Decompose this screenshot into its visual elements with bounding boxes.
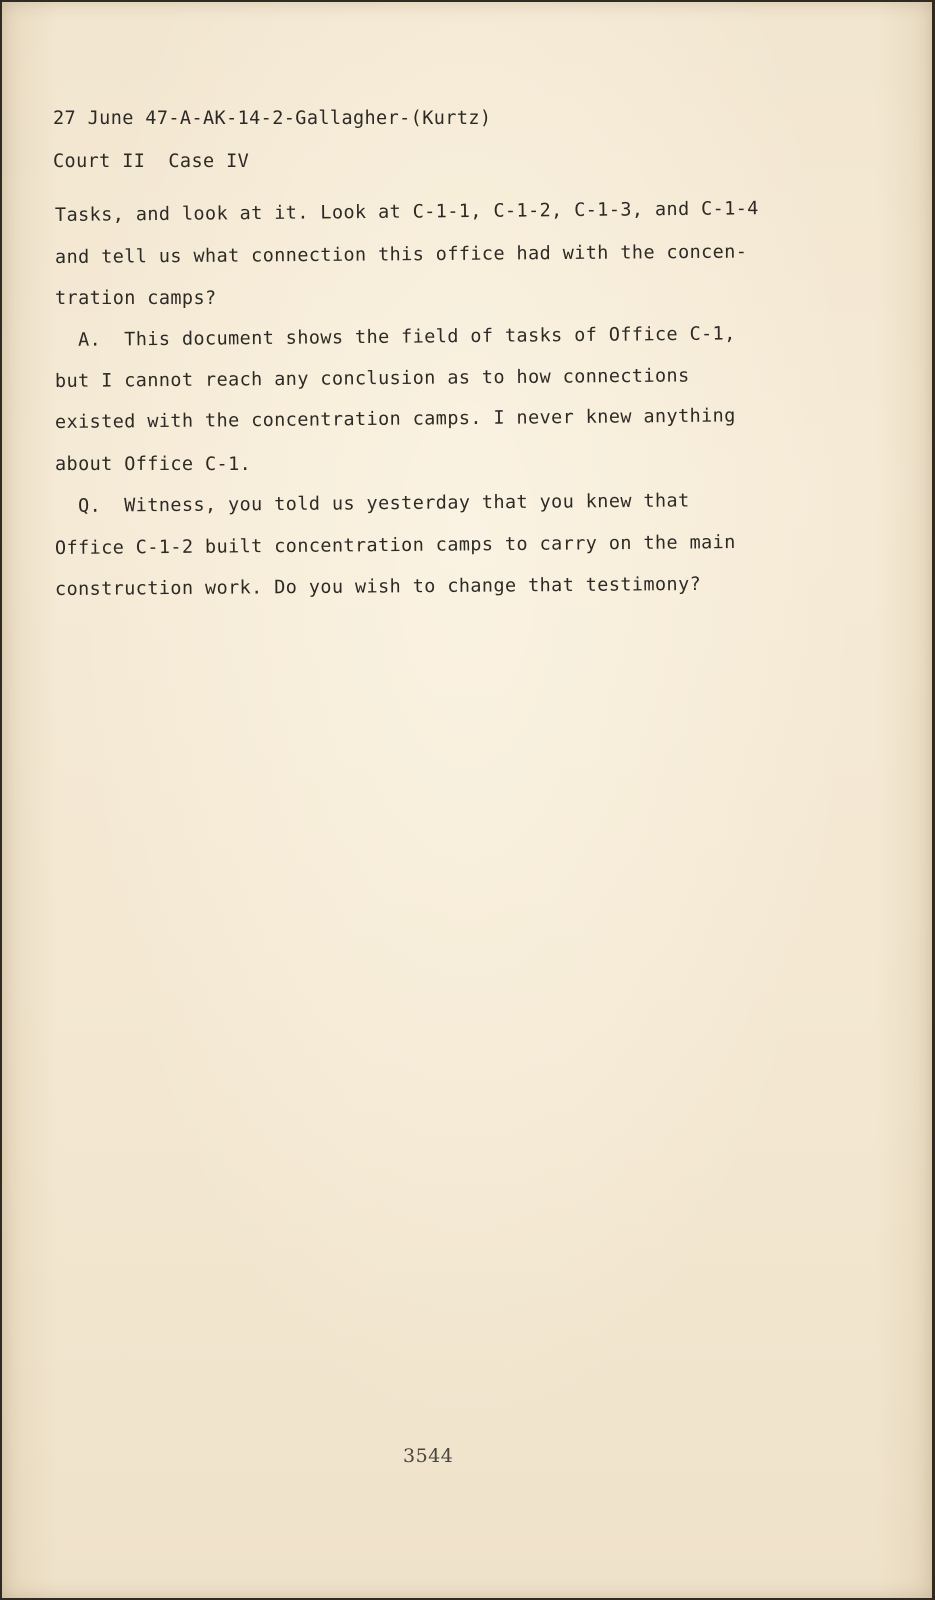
document-page (2, 2, 932, 1598)
question-line: Q. Witness, you told us yesterday that you knew that (54, 490, 690, 517)
transcript-line: Office C-1-2 built concentration camps to carry on the main (54, 532, 736, 559)
transcript-line: Tasks, and look at it. Look at C-1-1, C-1-2, C-1-3, and C-1-4 (54, 198, 759, 226)
transcript-line: about Office C-1. (55, 454, 252, 475)
transcript-line: construction work. Do you wish to change that testimony? (54, 573, 702, 600)
transcript-line: tration camps? (55, 288, 217, 309)
header-court-case: Court II Case IV (53, 151, 250, 172)
transcript-line: existed with the concentration camps. I never knew anything (54, 405, 736, 433)
page-number: 3544 (403, 1445, 454, 1467)
answer-line: A. This document shows the field of tasks of Office C-1, (54, 323, 736, 351)
header-date-reference: 27 June 47-A-AK-14-2-Gallagher-(Kurtz) (53, 108, 492, 129)
transcript-line: and tell us what connection this office had with the concen- (54, 241, 748, 268)
transcript-line: but I cannot reach any conclusion as to how connections (54, 365, 690, 392)
